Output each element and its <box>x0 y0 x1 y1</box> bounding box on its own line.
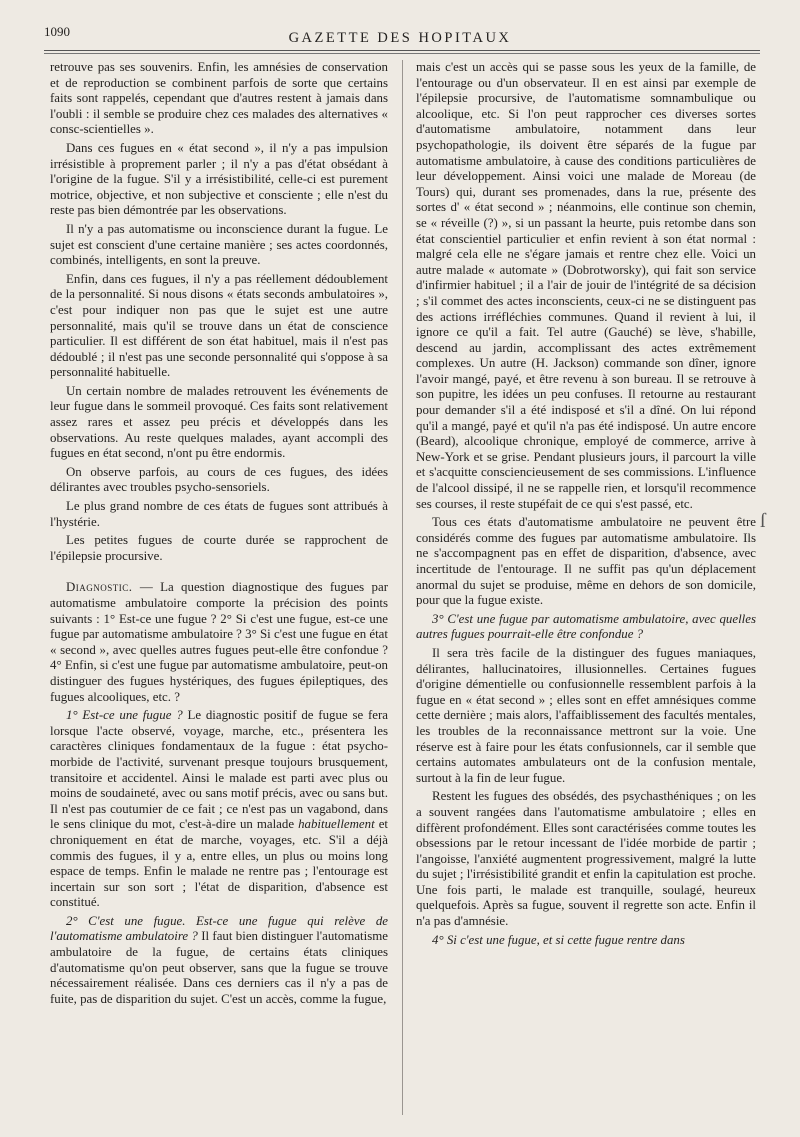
paragraph: Tous ces états d'automatisme ambulatoire ne peuvent être considérés comme des fugues par automatisme ambulatoire. Ils ne s'accompagnent pas en effet de disparition, d'absence, avec incertitude de l'entourage. Il ne suffit pas qu'un déplacement anormal du sujet se produise, même en dehors de son domicile, pour que la fugue existe. <box>416 515 756 608</box>
question-1-label: 1° Est-ce une fugue ? <box>66 708 183 723</box>
paragraph: retrouve pas ses souvenirs. Enfin, les amnésies de conservation et de reproduction se combinent parfois de sorte que certains faits sont rappelés, cependant que d'autres restent à jamais dans l'oubli : il semble se produire chez ces malades des alternatives « consc-scientielles ». <box>50 60 388 137</box>
right-column <box>416 60 756 1117</box>
paragraph: mais c'est un accès qui se passe sous les yeux de la famille, de l'entourage ou d'un observateur. Il en est ainsi par exemple de l'épilepsie procursive, de l'automatisme somnambulique ou alcoolique, etc. Si l'on peut rapprocher ces diverses sortes d'automatisme ambulatoire, notamment dans leur psychopathologie, ils doivent être séparés de la fugue par automatisme ambulatoire, à cause des conditions particulières de leur développement. Ainsi voici une malade de Moreau (de Tours) qui, durant ses promenades, dans la rue, présente des sortes d' « état second » ; néanmoins, elle continue son chemin, se « réveille (?) », si un passant la heurte, puis retombe dans son état conscientiel particulier et enfin revient à son état normal : malgré cela elle ne s'égare jamais et rentre chez elle. Voici un autre malade « automate » (Dobrotworsky), qui fait son service d'infirmier habituel ; il a l'air de jouir de l'intégrité de sa décision ; s'il commet des actes inconscients, ceux-ci ne se distinguent pas des actions irréfléchies communes. Quand il revient à lui, il ignore ce qu'il a fait. Tel autre (Gauché) se lève, s'habille, descend au jardin, accomplissant des actes extrêmement complexes. Un autre (H. Jackson) commande son dîner, ignore l'avoir mangé, payé, et être revenu à son bureau. Il se retrouve à son pupitre, les idées un peu confuses. Il retourne au restaurant pour demander s'il a été indisposé et s'il a dîné. On lui répond qu'il a mangé, payé et qu'il n'a pas été indisposé. Un autre encore (Beard), alcoolique chronique, employé de commerce, arrive à New-York et se grise. Pendant plusieurs jours, il parcourt la ville et s'acquitte consciencieusement de ses commissions. L'influence de l'alcool dissipé, il ne se rappelle rien, et lorsqu'il recommence ses courses, il reste stupéfait de ce qui s'est passé, etc. <box>416 60 756 511</box>
question-1-text: Le diagnostic positif de fugue se fera lorsque l'acte observé, voyage, marche, etc., présentera les caractères cliniques fondamentaux de la fugue : état psycho-morbide de l'activité, survenant presque toujours brusquement, transitoire et accidentel. Ainsi le malade est parti avec plus ou moins de soudaineté, avec ou sans motif précis, avec ou sans but. Il n'est pas coutumier de ce fait ; ce n'est pas un vagabond, dans le sens clinique du mot, c'est-à-dire un malade <box>50 708 388 832</box>
question-1-paragraph <box>50 708 388 911</box>
running-title: GAZETTE DES HOPITAUX <box>288 30 512 46</box>
paragraph: Un certain nombre de malades retrouvent les événements de leur fugue dans le sommeil provoqué. Ces faits sont relativement assez rares et assez peu précis et développés dans les observations. Au reste quelques malades, ayant accompli des fugues en état second, n'ont pu être endormis. <box>50 383 388 461</box>
paragraph: Il sera très facile de la distinguer des fugues maniaques, délirantes, hallucinatoires, illusionnelles. Certaines fugues d'origine démentielle ou confusionnelle ressemblent parfois à la fugue en « état second » ; elles sont en effet amnésiques comme cette dernière ; mais alors, l'affaiblissement des facultés mentales, les troubles de la reconnaissance mettront sur la voie. Une réserve est à faire pour les états confusionnels, car il semble que certains automates ambulateurs ont de la confusion mentale, surtout à la fin de leur fugue. <box>416 645 756 785</box>
diagnostic-paragraph <box>50 580 388 705</box>
margin-annotation: ſ <box>760 510 766 532</box>
paragraph: Enfin, dans ces fugues, il n'y a pas réellement dédoublement de la personnalité. Si nous disons « états seconds ambulatoires », c'est pour indiquer non pas que le sujet est une autre personnalité, mais qu'il se trouve dans un état de conscience particulier. Il est différent de son état habituel, mais il n'est pas dédoublé ; il n'est pas une seconde personnalité qui s'oppose à sa personnalité habituelle. <box>50 271 388 380</box>
question-4-label: 4° Si c'est une fugue, et si cette fugue rentre dans <box>432 932 685 947</box>
paragraph: Le plus grand nombre de ces états de fugues sont attribués à l'hystérie. <box>50 499 388 529</box>
paragraph: Dans ces fugues en « état second », il n'y a pas impulsion irrésistible à proprement parler ; il n'y a pas d'état obsédant à l'origine de la fugue. S'il y a irrésistibilité, celle-ci est purement motrice, objective, et non subjective et consciente ; elle n'est du reste pas bien démontrée par les observations. <box>50 140 388 218</box>
question-1-text-cont: et chroniquement en état de marche, voyages, etc. S'il a déjà commis des fugues, il y a, entre elles, un plus ou moins long espace de temps. Enfin le malade ne rentre pas ; l'entourage est incertain sur son sort ; l'état de disparition, d'absence est constitué. <box>50 817 388 910</box>
question-3-label: 3° C'est une fugue par automatisme ambulatoire, avec quelles autres fugues pourrait-elle être confondue ? <box>416 611 756 642</box>
paragraph: On observe parfois, au cours de ces fugues, des idées délirantes avec troubles psycho-sensoriels. <box>50 464 388 495</box>
header-rule <box>44 50 760 51</box>
question-2-label: 2° C'est une fugue. Est-ce une fugue qui relève de l'automatisme ambulatoire ? <box>50 913 388 944</box>
page-number: 1090 <box>44 24 70 39</box>
column-divider <box>402 60 403 1115</box>
header-rule-thin <box>44 53 760 54</box>
diagnostic-intro: — La question diagnostique des fugues par automatisme ambulatoire comporte la précision des points suivants : 1° Est-ce une fugue ? 2° Si c'est une fugue, est-ce une fugue par automatisme ambulatoire ? 3° Si c'est une fugue en état « second », avec quelles autres fugues peut-elle être confondue ? 4° Enfin, si c'est une fugue par automatisme ambulatoire, peut-on distinguer des fugues hystériques, des fugues épileptiques, des fugues alcooliques, etc. ? <box>50 580 388 704</box>
question-2-text: Il faut bien distinguer l'automatisme ambulatoire de la fugue, de certains états cliniques d'automatisme qu'on peut observer, sans que la fugue se trouve nécessairement réalisée. Dans ces derniers cas il n'y a pas de fuite, pas de disparition du sujet. C'est un accès, comme la fugue, <box>50 929 388 1006</box>
paragraph: Il n'y a pas automatisme ou inconscience durant la fugue. Le sujet est conscient d'une certaine manière ; ses actes coordonnés, combinés, intelligents, en sont la preuve. <box>50 221 388 268</box>
emphasis: habituellement <box>298 817 375 832</box>
left-column <box>50 60 388 1117</box>
paragraph: Restent les fugues des obsédés, des psychasthéniques ; on les a souvent rangées dans l'automatisme ambulatoire ; elles en diffèrent profondément. Elles sont caractérisées comme toutes les obsessions par le retour incessant de l'idée morbide de partir ; l'angoisse, l'anxiété augmentent progressivement, malgré la lutte du sujet ; l'irrésistibilité grandit et enfin la capitulation est proche. Une fois parti, le malade est tranquille, soulagé, heureux quelquefois. Après sa fugue, souvent il regrette son acte. Enfin il n'a pas d'amnésie. <box>416 789 756 929</box>
section-heading: Diagnostic. <box>66 580 133 595</box>
question-2-paragraph <box>50 914 388 1008</box>
paragraph: Les petites fugues de courte durée se rapprochent de l'épilepsie procursive. <box>50 533 388 563</box>
